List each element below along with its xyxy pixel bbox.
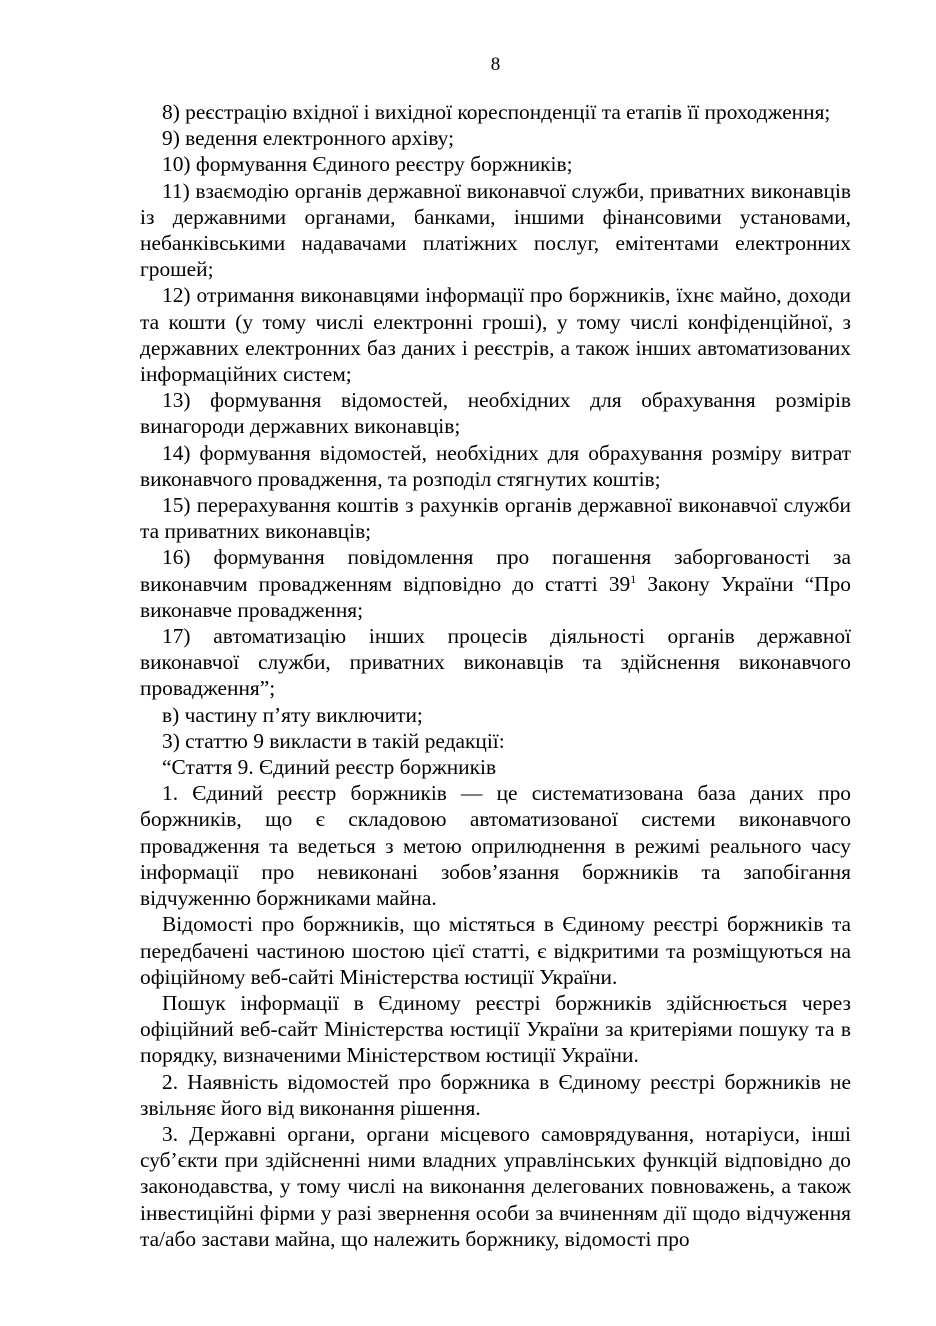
paragraph-item-v: в) частину п’яту виключити; — [162, 702, 423, 727]
article-9-part-3: 3. Державні органи, органи місцевого самоврядування, нотаріуси, інші суб’єкти при здійсненні ними владних управлінських функцій відповідно до законодавства, у тому числі на виконання делегованих повноважень, а також інвестиційні фірми у разі звернення особи за вчиненням дії щодо відчуження та/або застави майна, що належить боржнику, відомості про — [140, 1121, 851, 1251]
article-superscript: 1 — [630, 571, 637, 586]
page-number: 8 — [490, 54, 501, 75]
paragraph-item-10: 10) формування Єдиного реєстру боржників; — [162, 152, 573, 177]
article-9-part-1-para-3: Пошук інформації в Єдиному реєстрі боржників здійснюється через офіційний веб-сайт Міністерства юстиції України за критеріями пошуку та в порядку, визначеними Міністерством юстиції України. — [140, 990, 851, 1068]
paragraph-item-13: 13) формування відомостей, необхідних для обрахування розмірів винагороди державних виконавців; — [140, 388, 851, 439]
paragraph-item-9: 9) ведення електронного архіву; — [162, 126, 455, 151]
paragraph-item-16-tail: Закону України “Про виконавче провадження; — [140, 571, 852, 622]
paragraph-item-11: 11) взаємодію органів державної виконавчої служби, приватних виконавців із державними органами, банками, іншими фінансовими установами, небанківськими надавачами платіжних послуг, емітентами електронних грошей; — [140, 178, 851, 282]
paragraph-item-3: 3) статтю 9 викласти в такій редакції: — [162, 728, 505, 753]
document-page — [140, 0, 851, 1252]
paragraph-item-16 — [140, 544, 851, 623]
article-9-part-1-para-2: Відомості про боржників, що містяться в Єдиному реєстрі боржників та передбачені частиною шостою цієї статті, є відкритими та розміщуються на офіційному веб-сайті Міністерства юстиції України. — [140, 912, 851, 989]
paragraph-item-17: 17) автоматизацію інших процесів діяльності органів державної виконавчої служби, приватних виконавців та здійснення виконавчого провадження”; — [140, 624, 851, 701]
paragraph-item-8: 8) реєстрацію вхідної і вихідної кореспонденції та етапів її проходження; — [162, 100, 831, 124]
paragraph-item-16-text: 16) формування повідомлення про погашення заборгованості за виконавчим провадженням відповідно до статті 39 — [140, 545, 851, 596]
article-9-heading: “Стаття 9. Єдиний реєстр боржників — [162, 755, 497, 780]
article-9-part-2: 2. Наявність відомостей про боржника в Єдиному реєстрі боржників не звільняє його від виконання рішення. — [140, 1069, 851, 1120]
paragraph-item-14: 14) формування відомостей, необхідних для обрахування розміру витрат виконавчого провадження, та розподіл стягнутих коштів; — [140, 440, 851, 491]
article-9-part-1: 1. Єдиний реєстр боржників — це систематизована база даних про боржників, що є складовою автоматизованої системи виконавчого провадження та ведеться з метою оприлюднення в режимі реального часу інформації про невиконані зобов’язання боржників та запобігання відчуженню боржниками майна. — [140, 781, 851, 911]
paragraph-item-15: 15) перерахування коштів з рахунків органів державної виконавчої служби та приватних виконавців; — [140, 493, 851, 544]
paragraph-item-12: 12) отримання виконавцями інформації про боржників, їхнє майно, доходи та кошти (у тому числі електронні гроші), у тому числі конфіденційної, з державних електронних баз даних і реєстрів, а також інших автоматизованих інформаційних систем; — [140, 283, 851, 387]
